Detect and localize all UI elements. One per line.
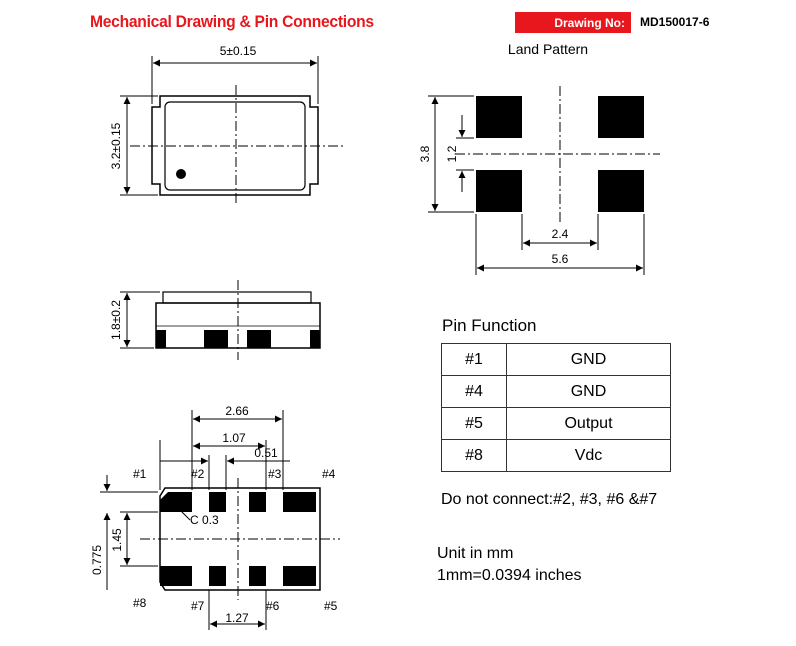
table-row <box>442 440 671 472</box>
do-not-connect-note: Do not connect:#2, #3, #6 &#7 <box>441 491 658 508</box>
height-dimension-label: 3.2±0.15 <box>109 122 123 170</box>
pin-function-title: Pin Function <box>442 316 537 335</box>
pin-cell: #8 <box>442 440 507 472</box>
chamfer-label: C 0.3 <box>190 513 219 527</box>
pin-function-table <box>441 343 671 472</box>
land-pattern-title: Land Pattern <box>507 41 589 57</box>
drawing-label: Drawing No: <box>515 12 631 33</box>
dim-266-label: 2.66 <box>225 404 249 418</box>
dim-127-label: 1.27 <box>225 611 249 625</box>
pin-2-label: #2 <box>191 467 205 481</box>
top-view <box>120 56 345 205</box>
pin-cell: #5 <box>442 408 507 440</box>
dim-24-label: 2.4 <box>551 227 569 241</box>
pin-cell: #4 <box>442 376 507 408</box>
dim-051-label: 0.51 <box>254 446 278 460</box>
conversion-note: 1mm=0.0394 inches <box>437 567 582 584</box>
function-cell: Vdc <box>507 440 671 472</box>
page-title: Mechanical Drawing & Pin Connections <box>90 12 374 31</box>
side-height-dimension-label: 1.8±0.2 <box>109 300 123 340</box>
side-view <box>120 280 320 360</box>
pin-4-label: #4 <box>322 467 336 481</box>
pin1-dot-icon <box>176 169 186 179</box>
land-pattern <box>428 86 660 275</box>
pin-1-label: #1 <box>133 467 147 481</box>
pin-3-label: #3 <box>268 467 282 481</box>
function-cell: Output <box>507 408 671 440</box>
dim-12-label: 1.2 <box>445 145 459 163</box>
table-row <box>442 344 671 376</box>
dim-0775-label: 0.775 <box>90 544 104 576</box>
unit-note: Unit in mm <box>437 545 514 562</box>
table-row <box>442 376 671 408</box>
dim-145-label: 1.45 <box>110 528 124 552</box>
table-row <box>442 408 671 440</box>
dim-107-label: 1.07 <box>222 431 246 445</box>
pin-7-label: #7 <box>191 599 205 613</box>
pin-5-label: #5 <box>324 599 338 613</box>
dim-38-label: 3.8 <box>418 145 432 163</box>
pin-6-label: #6 <box>266 599 280 613</box>
pin-8-label: #8 <box>133 596 147 610</box>
dim-56-label: 5.6 <box>551 252 569 266</box>
function-cell: GND <box>507 344 671 376</box>
width-dimension-label: 5±0.15 <box>219 44 257 58</box>
pin-cell: #1 <box>442 344 507 376</box>
drawing-number: MD150017-6 <box>640 15 710 29</box>
function-cell: GND <box>507 376 671 408</box>
